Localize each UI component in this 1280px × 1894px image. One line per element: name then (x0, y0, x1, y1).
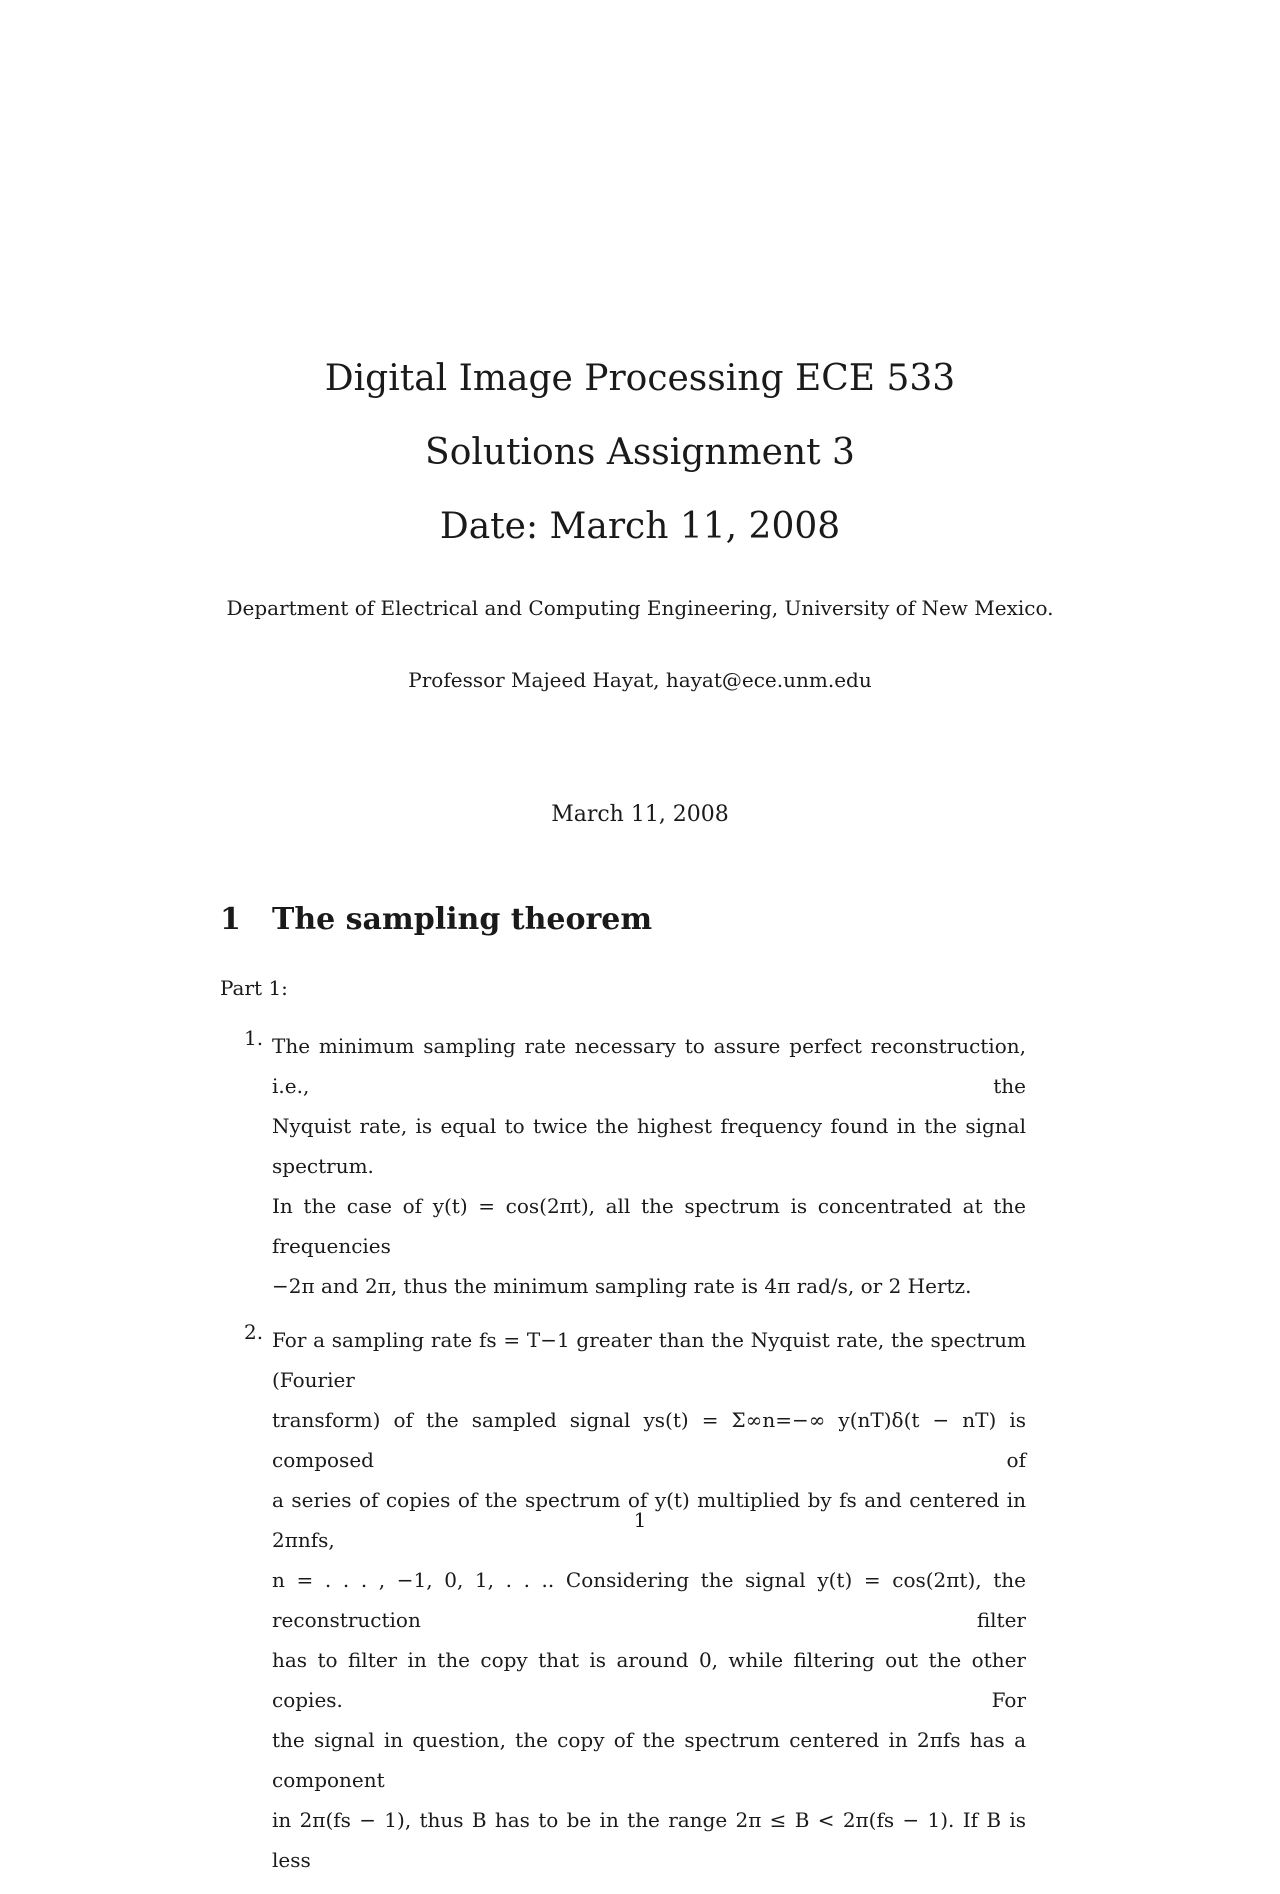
text-line: In the case of y(t) = cos(2πt), all the spectrum is concentrated at the frequencies (272, 1194, 1026, 1258)
page-number: 1 (633, 1508, 647, 1532)
list-marker: 2. (244, 1320, 264, 1344)
text-line: For a sampling rate fs = T−1 greater than the Nyquist rate, the spectrum (Fourier (272, 1328, 1026, 1392)
part-label: Part 1: (220, 976, 288, 1000)
text-line: n = . . . , −1, 0, 1, . . .. Considering the signal y(t) = cos(2πt), the reconstruction filter (272, 1568, 1026, 1632)
course-title: Digital Image Processing ECE 533 (324, 358, 956, 399)
text-line: Nyquist rate, is equal to twice the highest frequency found in the signal spectrum. (272, 1114, 1026, 1178)
list-item (244, 1026, 1026, 1306)
section-title: The sampling theorem (272, 902, 653, 937)
text-line: −2π and 2π, thus the minimum sampling rate is 4π rad/s, or 2 Hertz. (272, 1274, 972, 1298)
professor-line: Professor Majeed Hayat, hayat@ece.unm.edu (408, 668, 872, 692)
document-date: March 11, 2008 (551, 802, 729, 827)
text-line: in 2π(fs − 1), thus B has to be in the range 2π ≤ B < 2π(fs − 1). If B is less (272, 1808, 1026, 1872)
section-number: 1 (220, 902, 241, 937)
answer-list (244, 1026, 1026, 1894)
text-line: transform) of the sampled signal ys(t) = Σ∞n=−∞ y(nT)δ(t − nT) is composed of (272, 1408, 1026, 1472)
text-line: the signal in question, the copy of the spectrum centered in 2πfs has a component (272, 1728, 1026, 1792)
list-marker: 1. (244, 1026, 264, 1050)
department-line: Department of Electrical and Computing Engineering, University of New Mexico. (226, 596, 1054, 620)
section-heading (220, 902, 652, 937)
date-line: Date: March 11, 2008 (439, 506, 841, 547)
list-item (244, 1320, 1026, 1880)
text-line: The minimum sampling rate necessary to assure perfect reconstruction, i.e., the (272, 1034, 1026, 1098)
text-line: has to filter in the copy that is around 0, while filtering out the other copies. For (272, 1648, 1026, 1712)
assignment-title: Solutions Assignment 3 (425, 432, 855, 473)
text-line: a series of copies of the spectrum of y(t) multiplied by fs and centered in 2πnfs, (272, 1488, 1026, 1552)
